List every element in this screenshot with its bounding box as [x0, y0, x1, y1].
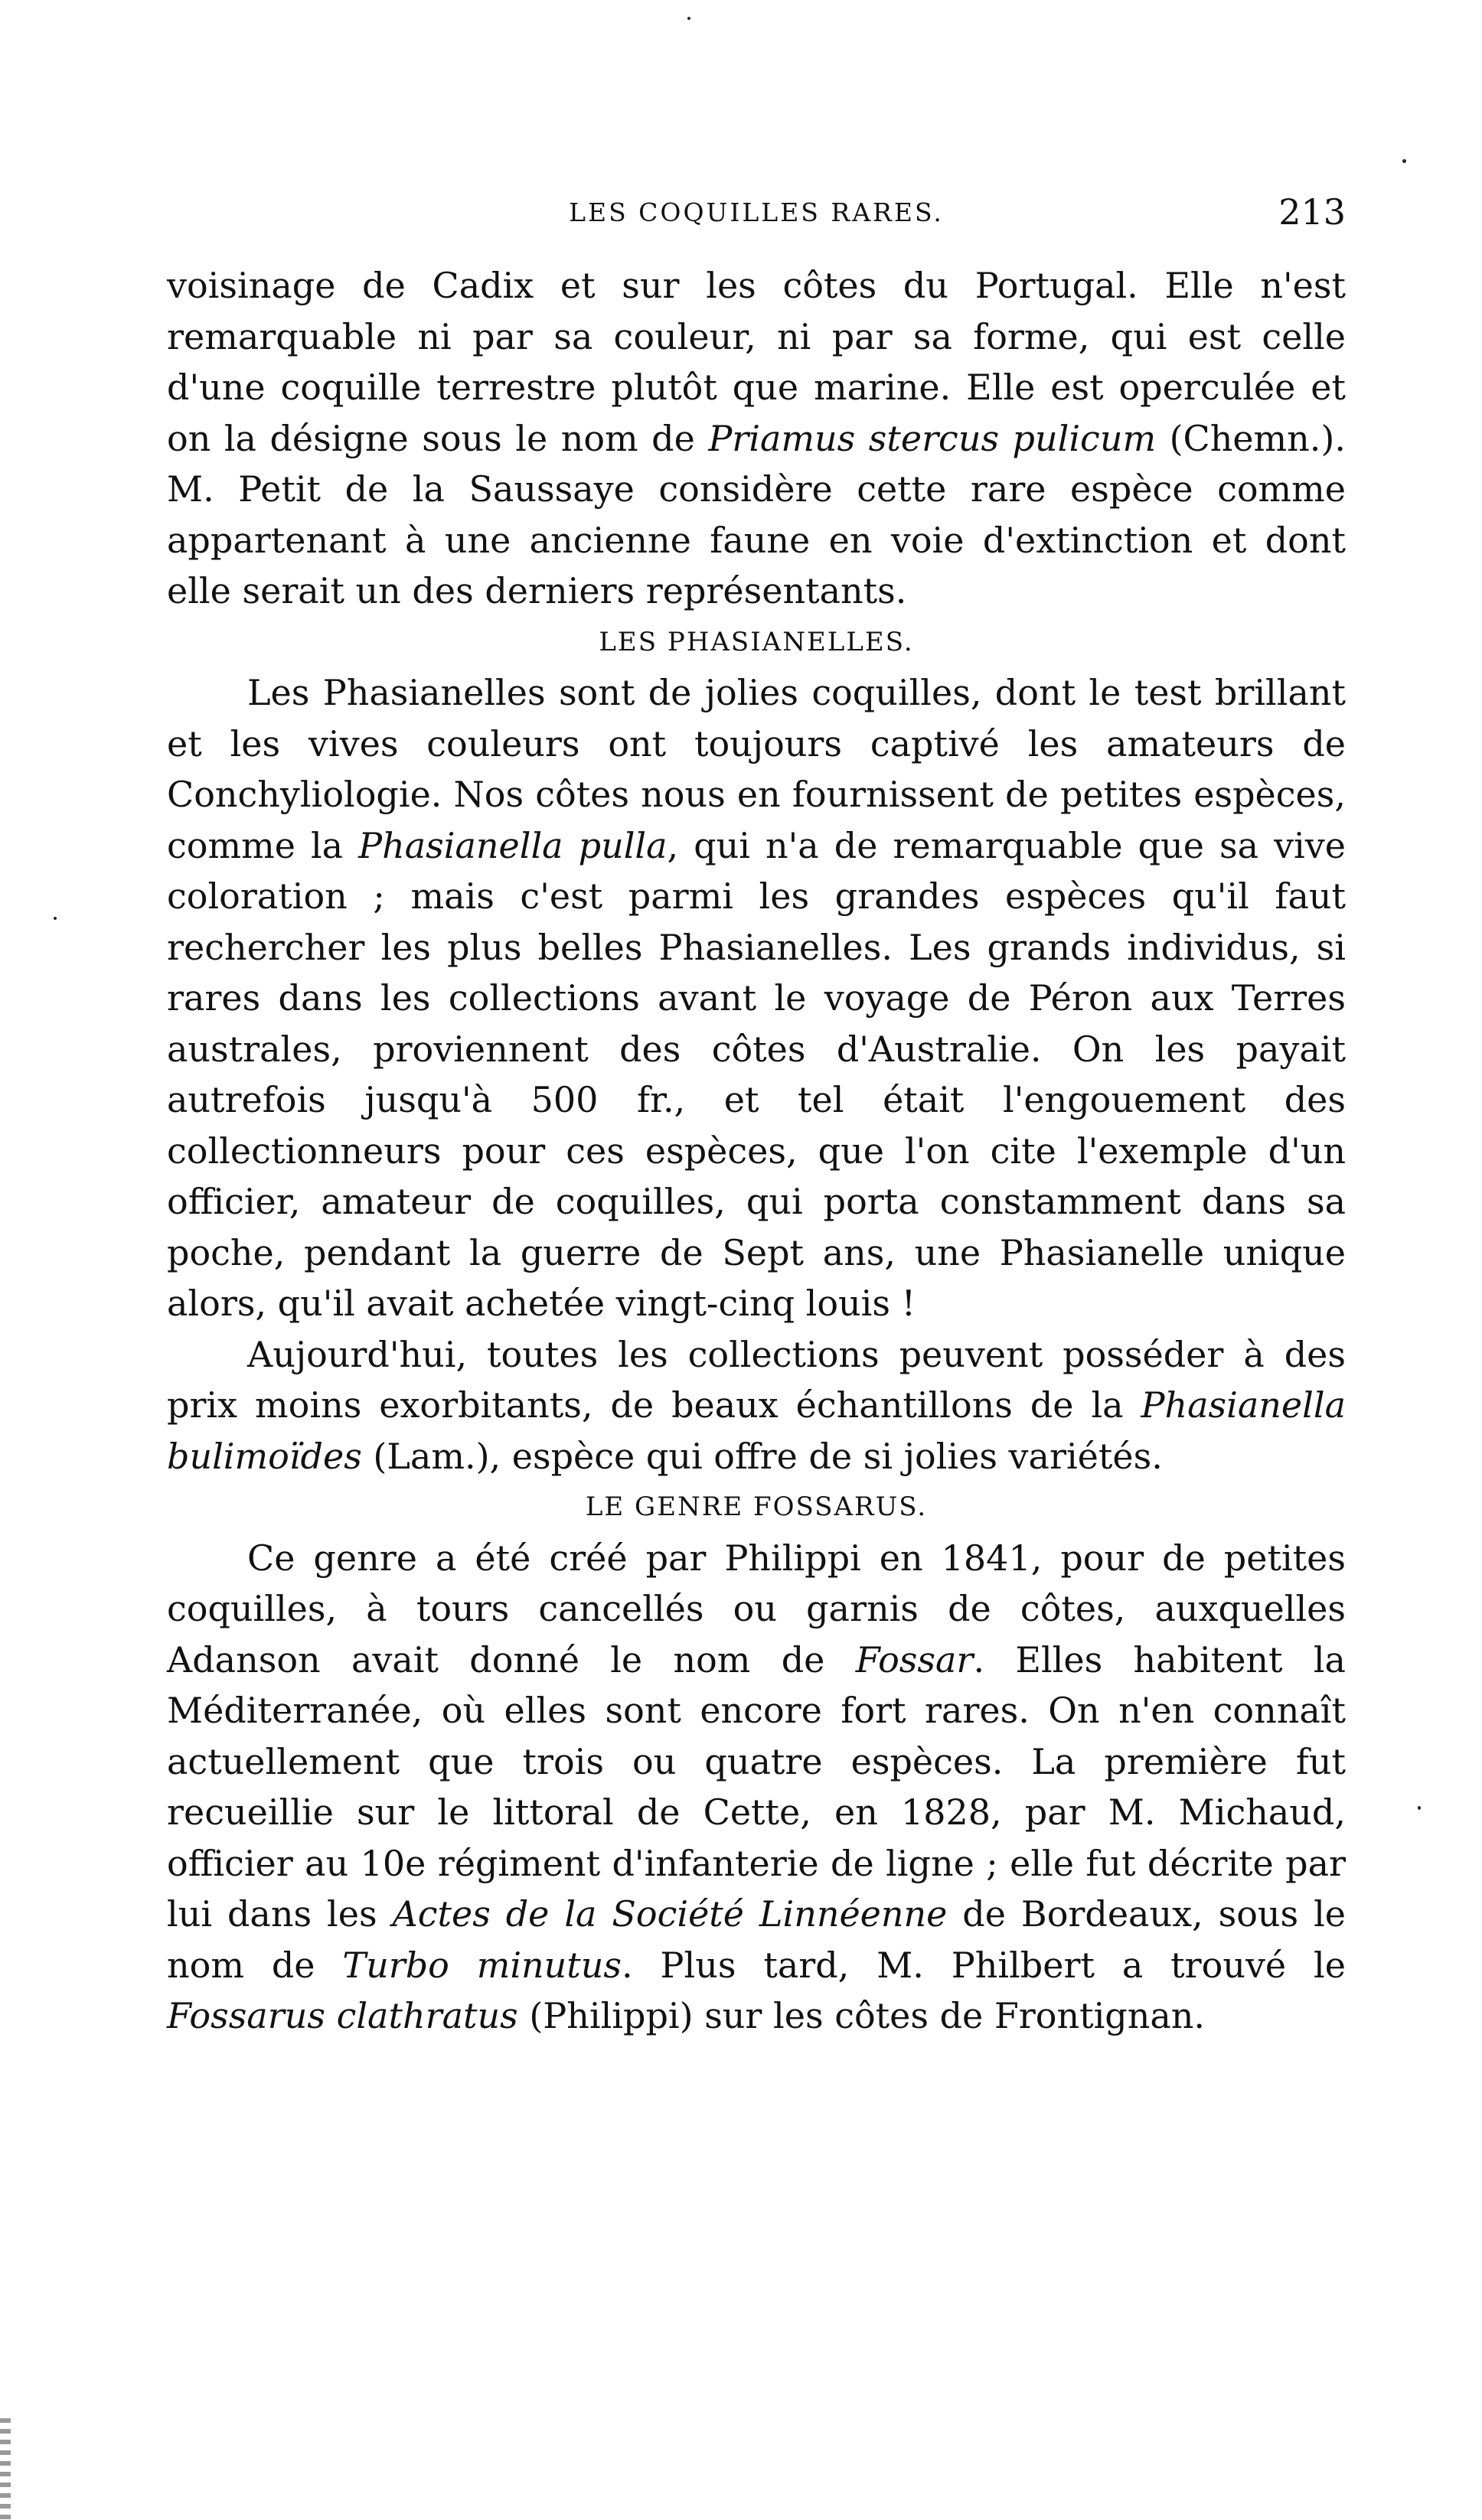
species-name: Phasianella bulimoïdes — [167, 1384, 1346, 1477]
paragraph-fossarus — [167, 1533, 1346, 2042]
running-title: LES COQUILLES RARES. — [569, 197, 944, 227]
section-heading-fossarus: LE GENRE FOSSARUS. — [585, 1491, 928, 1522]
paragraph-text: de Bordeaux, sous le nom de — [167, 1893, 1347, 1986]
paragraph-text: (Philippi) sur les côtes de Frontignan. — [517, 1995, 1206, 2036]
species-name: Fossarus clathratus — [167, 1995, 518, 2036]
publication-title: Actes de la Société Linnéenne — [392, 1893, 948, 1935]
page-number: 213 — [1278, 191, 1346, 233]
paragraph-text: , qui n'a de remarquable que sa vive coloration ; mais c'est parmi les grandes espèces qu'il faut rechercher les plus belles Phasianelles. Les grands individus, si rares dans les collections avant le voyage de Péron aux Terres australes, proviennent des côtes d'Australie. On les payait autrefois jusqu'à 500 fr., et tel était l'engouement des collectionneurs pour ces espèces, que l'on cite l'exemple d'un officier, amateur de coquilles, qui porta constamment dans sa poche, pendant la guerre de Sept ans, une Phasianelle unique alors, qu'il avait achetée vingt-cinq louis ! — [167, 824, 1346, 1324]
paragraph-text: . Plus tard, M. Philbert a trouvé le — [622, 1944, 1346, 1986]
paper-speck — [687, 17, 690, 20]
species-name: Phasianella pulla — [358, 824, 668, 866]
binding-edge — [0, 2418, 11, 2520]
paragraph-text: Aujourd'hui, toutes les collections peuvent posséder à des prix moins exorbitants, de beaux échantillons de la — [167, 1333, 1346, 1426]
paragraph-text: (Lam.), espèce qui offre de si jolies variétés. — [361, 1435, 1163, 1477]
paragraph-text: Ce genre a été créé par Philippi en 1841, pour de petites coquilles, à tours cancellés ou garnis de côtes, auxquelles Adanson avait donné le nom de — [167, 1537, 1346, 1681]
paragraph-text: Les Phasianelles sont de jolies coquilles, dont le test brillant et les vives couleurs ont toujours captivé les amateurs de Conchyliologie. Nos côtes nous en fournissent de petites espèces, comme la — [167, 672, 1346, 866]
paragraph-phasianelles — [167, 667, 1346, 1329]
paragraph-text: . Elles habitent la Méditerranée, où elles sont encore fort rares. On n'en connaît actuellement que trois ou quatre espèces. La première fut recueillie sur le littoral de Cette, en 1828, par M. Michaud, officier au 10e régiment d'infanterie de ligne ; elle fut décrite par lui dans les — [167, 1638, 1346, 1935]
species-name: Turbo minutus — [342, 1944, 622, 1986]
running-header — [167, 190, 1346, 236]
paragraph-priamus — [167, 260, 1346, 617]
section-heading-phasianelles: LES PHASIANELLES. — [599, 626, 914, 657]
body-text — [167, 260, 1346, 2042]
paragraph-text: (Chemn.). M. Petit de la Saussaye considère cette rare espèce comme appartenant à une ancienne faune en voie d'extinction et dont elle serait un des derniers représentants. — [167, 417, 1346, 611]
paragraph-phasianella-bulimoides — [167, 1329, 1346, 1482]
paper-speck — [1402, 159, 1406, 163]
paper-speck — [54, 917, 57, 920]
paragraph-text: voisinage de Cadix et sur les côtes du Portugal. Elle n'est remarquable ni par sa couleur, ni par sa forme, qui est celle d'une coquille terrestre plutôt que marine. Elle est operculée et on la désigne sous le nom de — [167, 265, 1346, 459]
paper-speck — [1418, 1806, 1421, 1810]
genus-name: Fossar — [855, 1638, 974, 1681]
species-name: Priamus stercus pulicum — [708, 417, 1157, 459]
